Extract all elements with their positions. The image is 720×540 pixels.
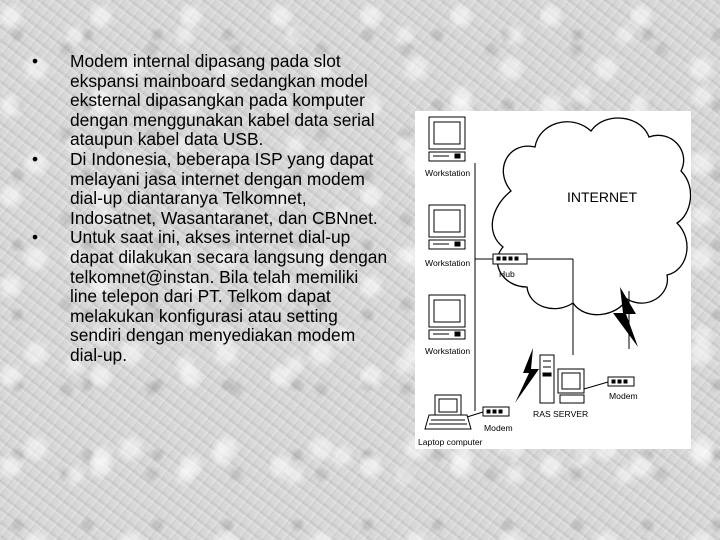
bullet-marker: • [31, 227, 39, 248]
modem-label: Modem [484, 423, 513, 433]
lightning-bolt-icon [515, 348, 539, 403]
bullet-marker: • [31, 51, 39, 71]
bullet-text: Untuk saat ini, akses internet dial-up dapat dilakukan secara langsung dengan telkomnet@instan. Bila telah memiliki line telepon dari PT. Telkom dapat melakukan konfigurasi atau setting sendiri dengan menyediakan modem dial-up. [70, 227, 388, 365]
ras-server-icon [540, 355, 584, 403]
bullet-text: Di Indonesia, beberapa ISP yang dapat melayani jasa internet dengan modem dial-up diantaranya Telkomnet, Indosatnet, Wasantaranet, dan CBNnet. [70, 148, 378, 228]
workstation-icon [429, 205, 465, 249]
workstation-label: Workstation [425, 346, 471, 356]
internet-cloud [492, 118, 690, 315]
bullet-item [28, 228, 390, 365]
network-diagram [415, 111, 691, 449]
laptop-modem-link [467, 412, 483, 417]
modem-label: Modem [609, 391, 638, 401]
modem-icon [483, 407, 509, 416]
laptop-icon [425, 395, 471, 429]
hub-icon [493, 254, 527, 264]
bullet-item [28, 150, 390, 228]
bullet-item [28, 52, 390, 150]
bullet-text: Modem internal dipasang pada slot ekspansi mainboard sedangkan model eksternal dipasangkan pada komputer dengan menggunakan kabel data serial ataupun kabel data USB. [70, 51, 375, 150]
network-diagram-svg [415, 111, 691, 449]
workstation-icon [429, 117, 465, 161]
modem-server-link [584, 382, 608, 389]
workstation-icon [429, 295, 465, 339]
hub-label: Hub [499, 269, 515, 279]
lightning-bolt-icon [613, 287, 638, 347]
bullet-list [28, 52, 390, 366]
laptop-label: Laptop computer [418, 437, 483, 447]
bullet-marker: • [31, 148, 39, 169]
ras-server-label: RAS SERVER [533, 409, 589, 419]
workstation-label: Workstation [425, 168, 471, 178]
workstation-label: Workstation [425, 258, 471, 268]
modem-icon [608, 377, 634, 386]
internet-label: INTERNET [567, 189, 637, 205]
